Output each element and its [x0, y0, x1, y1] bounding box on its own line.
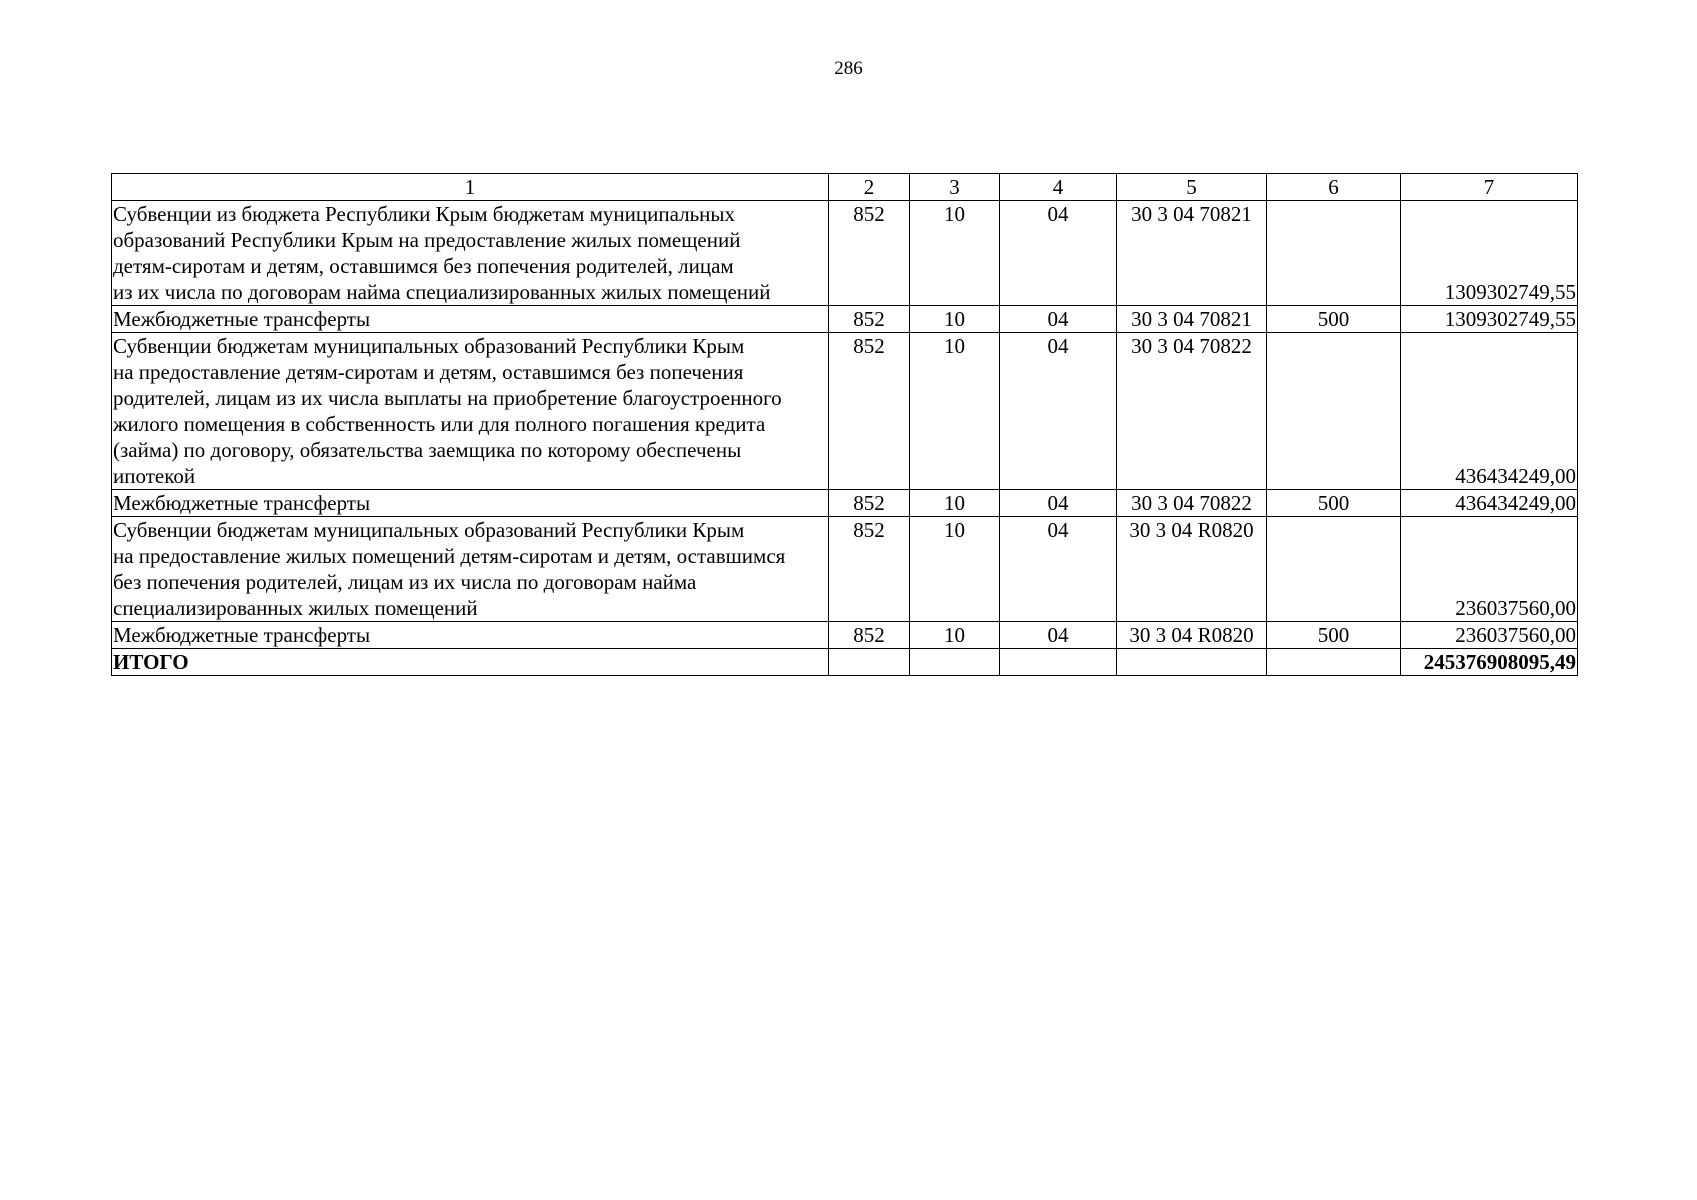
page-number: 286 — [834, 58, 863, 79]
amount-cell: 236037560,00 — [1401, 517, 1578, 622]
col-2-cell: 852 — [829, 333, 910, 490]
row-description — [112, 201, 829, 306]
description-line: из их числа по договорам найма специализированных жилых помещений — [113, 280, 771, 304]
row-description — [112, 517, 829, 622]
col-6-cell: 500 — [1267, 306, 1401, 333]
col-3-cell: 10 — [910, 333, 1000, 490]
description-line: родителей, лицам из их числа выплаты на приобретение благоустроенного — [113, 386, 782, 410]
amount-cell: 436434249,00 — [1401, 333, 1578, 490]
col-2-cell: 852 — [829, 306, 910, 333]
total-empty-cell — [1000, 649, 1117, 676]
col-3-cell: 10 — [910, 201, 1000, 306]
amount-cell: 436434249,00 — [1401, 490, 1578, 517]
row-description — [112, 306, 829, 333]
col-4-cell: 04 — [1000, 306, 1117, 333]
col-5-cell: 30 3 04 70822 — [1117, 333, 1267, 490]
amount-cell: 236037560,00 — [1401, 622, 1578, 649]
description-line: Субвенции из бюджета Республики Крым бюджетам муниципальных — [113, 202, 736, 226]
col-2-cell: 852 — [829, 622, 910, 649]
header-cell-1: 1 — [112, 174, 829, 201]
description-line: Субвенции бюджетам муниципальных образований Республики Крым — [113, 334, 745, 358]
col-6-cell — [1267, 517, 1401, 622]
col-6-cell: 500 — [1267, 490, 1401, 517]
col-5-cell: 30 3 04 R0820 — [1117, 622, 1267, 649]
total-empty-cell — [1117, 649, 1267, 676]
description-line: (займа) по договору, обязательства заемщика по которому обеспечены — [113, 438, 742, 462]
col-2-cell: 852 — [829, 517, 910, 622]
col-2-cell: 852 — [829, 490, 910, 517]
description-line: специализированных жилых помещений — [113, 596, 478, 620]
total-row — [112, 649, 1578, 676]
table-row — [112, 333, 1578, 490]
col-5-cell: 30 3 04 R0820 — [1117, 517, 1267, 622]
table-row — [112, 306, 1578, 333]
description-line: без попечения родителей, лицам из их числа по договорам найма — [113, 570, 697, 594]
total-empty-cell — [829, 649, 910, 676]
col-5-cell: 30 3 04 70821 — [1117, 306, 1267, 333]
description-line: ипотекой — [113, 464, 196, 488]
table-row — [112, 622, 1578, 649]
col-4-cell: 04 — [1000, 201, 1117, 306]
description-line: детям-сиротам и детям, оставшимся без попечения родителей, лицам — [113, 254, 734, 278]
header-cell-3: 3 — [910, 174, 1000, 201]
row-description — [112, 490, 829, 517]
header-cell-2: 2 — [829, 174, 910, 201]
header-cell-6: 6 — [1267, 174, 1401, 201]
description-line: Межбюджетные трансферты — [113, 623, 371, 647]
description-line: на предоставление детям-сиротам и детям, оставшимся без попечения — [113, 360, 744, 384]
row-description — [112, 622, 829, 649]
header-cell-5: 5 — [1117, 174, 1267, 201]
col-3-cell: 10 — [910, 622, 1000, 649]
table-row — [112, 201, 1578, 306]
description-line: образований Республики Крым на предоставление жилых помещений — [113, 228, 741, 252]
total-empty-cell — [1267, 649, 1401, 676]
col-6-cell: 500 — [1267, 622, 1401, 649]
total-label: ИТОГО — [112, 649, 829, 676]
description-line: Межбюджетные трансферты — [113, 491, 371, 515]
table-header-row — [112, 174, 1578, 201]
col-4-cell: 04 — [1000, 490, 1117, 517]
row-description — [112, 333, 829, 490]
total-amount: 245376908095,49 — [1401, 649, 1578, 676]
description-line: Субвенции бюджетам муниципальных образований Республики Крым — [113, 518, 745, 542]
col-5-cell: 30 3 04 70821 — [1117, 201, 1267, 306]
header-cell-7: 7 — [1401, 174, 1578, 201]
description-line: на предоставление жилых помещений детям-сиротам и детям, оставшимся — [113, 544, 786, 568]
col-5-cell: 30 3 04 70822 — [1117, 490, 1267, 517]
table-row — [112, 490, 1578, 517]
col-4-cell: 04 — [1000, 333, 1117, 490]
description-line: Межбюджетные трансферты — [113, 307, 371, 331]
header-cell-4: 4 — [1000, 174, 1117, 201]
col-6-cell — [1267, 201, 1401, 306]
table-row — [112, 517, 1578, 622]
col-2-cell: 852 — [829, 201, 910, 306]
col-6-cell — [1267, 333, 1401, 490]
amount-cell: 1309302749,55 — [1401, 306, 1578, 333]
total-empty-cell — [910, 649, 1000, 676]
amount-cell: 1309302749,55 — [1401, 201, 1578, 306]
col-4-cell: 04 — [1000, 622, 1117, 649]
col-4-cell: 04 — [1000, 517, 1117, 622]
budget-table — [111, 173, 1578, 676]
col-3-cell: 10 — [910, 517, 1000, 622]
col-3-cell: 10 — [910, 490, 1000, 517]
col-3-cell: 10 — [910, 306, 1000, 333]
description-line: жилого помещения в собственность или для полного погашения кредита — [113, 412, 766, 436]
